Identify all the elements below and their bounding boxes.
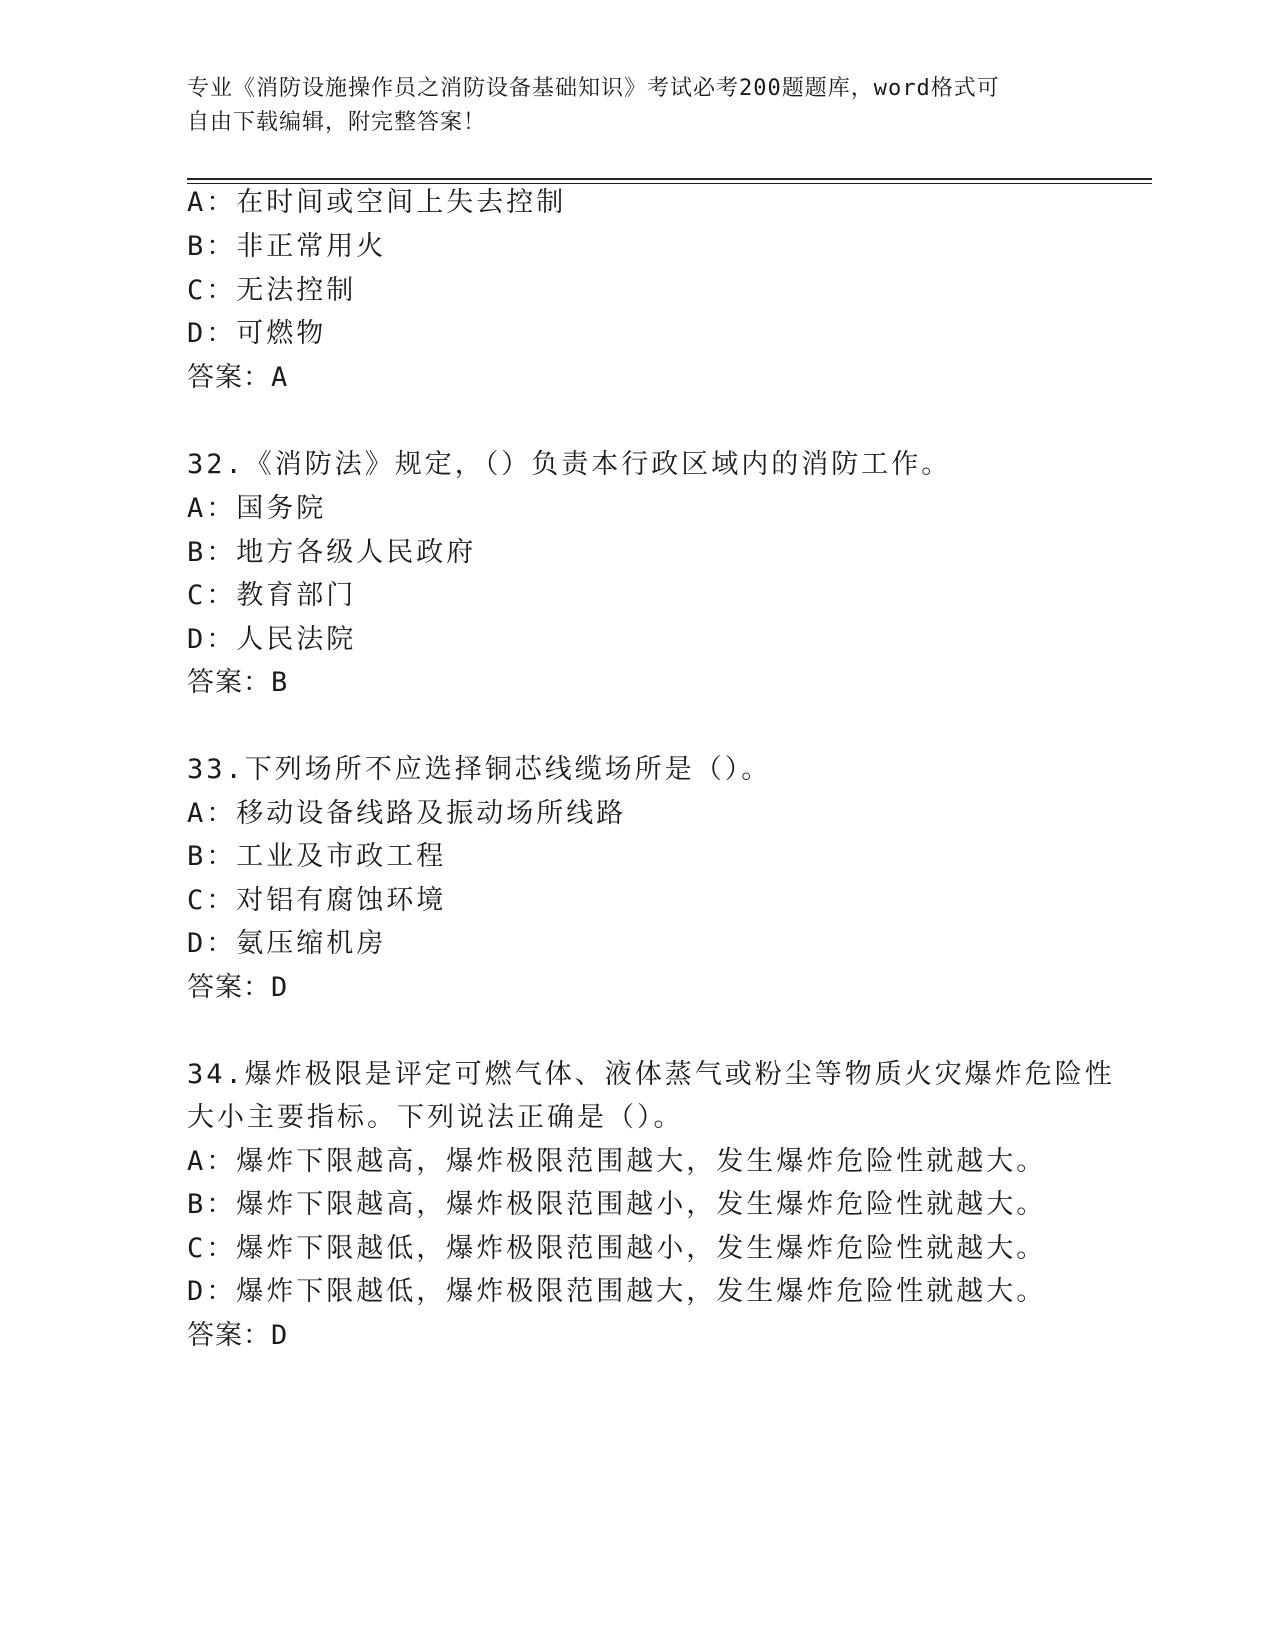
header-line-2: 自由下载编辑，附完整答案！ [187, 110, 487, 135]
q32-option-a: A：国务院 [187, 493, 327, 524]
q33-option-d: D：氨压缩机房 [187, 928, 387, 959]
q33-option-b: B：工业及市政工程 [187, 841, 447, 872]
q34-option-a: A：爆炸下限越高，爆炸极限范围越大，发生爆炸危险性就越大。 [187, 1146, 1047, 1177]
q32-stem: 32.《消防法》规定，（）负责本行政区域内的消防工作。 [187, 449, 952, 480]
header-rule-thick [187, 178, 1152, 180]
q32-answer [187, 666, 288, 700]
header-rule-thin [187, 183, 1152, 184]
q31-answer [187, 361, 288, 395]
answer-label: 答案： [187, 362, 271, 393]
q33-option-a: A：移动设备线路及振动场所线路 [187, 798, 627, 829]
document-header [187, 72, 1067, 140]
q31-option-a: A：在时间或空间上失去控制 [187, 187, 567, 218]
answer-value: B [271, 667, 289, 698]
answer-label: 答案： [187, 972, 271, 1003]
header-line-1: 专业《消防设施操作员之消防设备基础知识》考试必考200题题库，word格式可 [187, 76, 1000, 101]
answer-label: 答案： [187, 667, 271, 698]
answer-value: A [271, 362, 289, 393]
q33-option-c: C：对铝有腐蚀环境 [187, 885, 447, 916]
q33-stem: 33.下列场所不应选择铜芯线缆场所是（）。 [187, 754, 772, 785]
q34-option-b: B：爆炸下限越高，爆炸极限范围越小，发生爆炸危险性就越大。 [187, 1189, 1047, 1220]
q32-option-d: D：人民法院 [187, 624, 357, 655]
q31-option-c: C：无法控制 [187, 275, 357, 306]
q31-option-b: B：非正常用火 [187, 231, 387, 262]
q32-option-b: B：地方各级人民政府 [187, 537, 477, 568]
q34-option-c: C：爆炸下限越低，爆炸极限范围越小，发生爆炸危险性就越大。 [187, 1233, 1047, 1264]
answer-value: D [271, 972, 289, 1003]
q33-answer [187, 971, 288, 1005]
answer-value: D [271, 1320, 289, 1351]
q32-option-c: C：教育部门 [187, 580, 357, 611]
q31-option-d: D：可燃物 [187, 318, 327, 349]
q34-stem-line-2: 大小主要指标。下列说法正确是（）。 [187, 1102, 684, 1133]
answer-label: 答案： [187, 1320, 271, 1351]
q34-option-d: D：爆炸下限越低，爆炸极限范围越大，发生爆炸危险性就越大。 [187, 1276, 1047, 1307]
q34-stem-line-1: 34.爆炸极限是评定可燃气体、液体蒸气或粉尘等物质火灾爆炸危险性 [187, 1059, 1115, 1090]
q34-answer [187, 1319, 288, 1353]
